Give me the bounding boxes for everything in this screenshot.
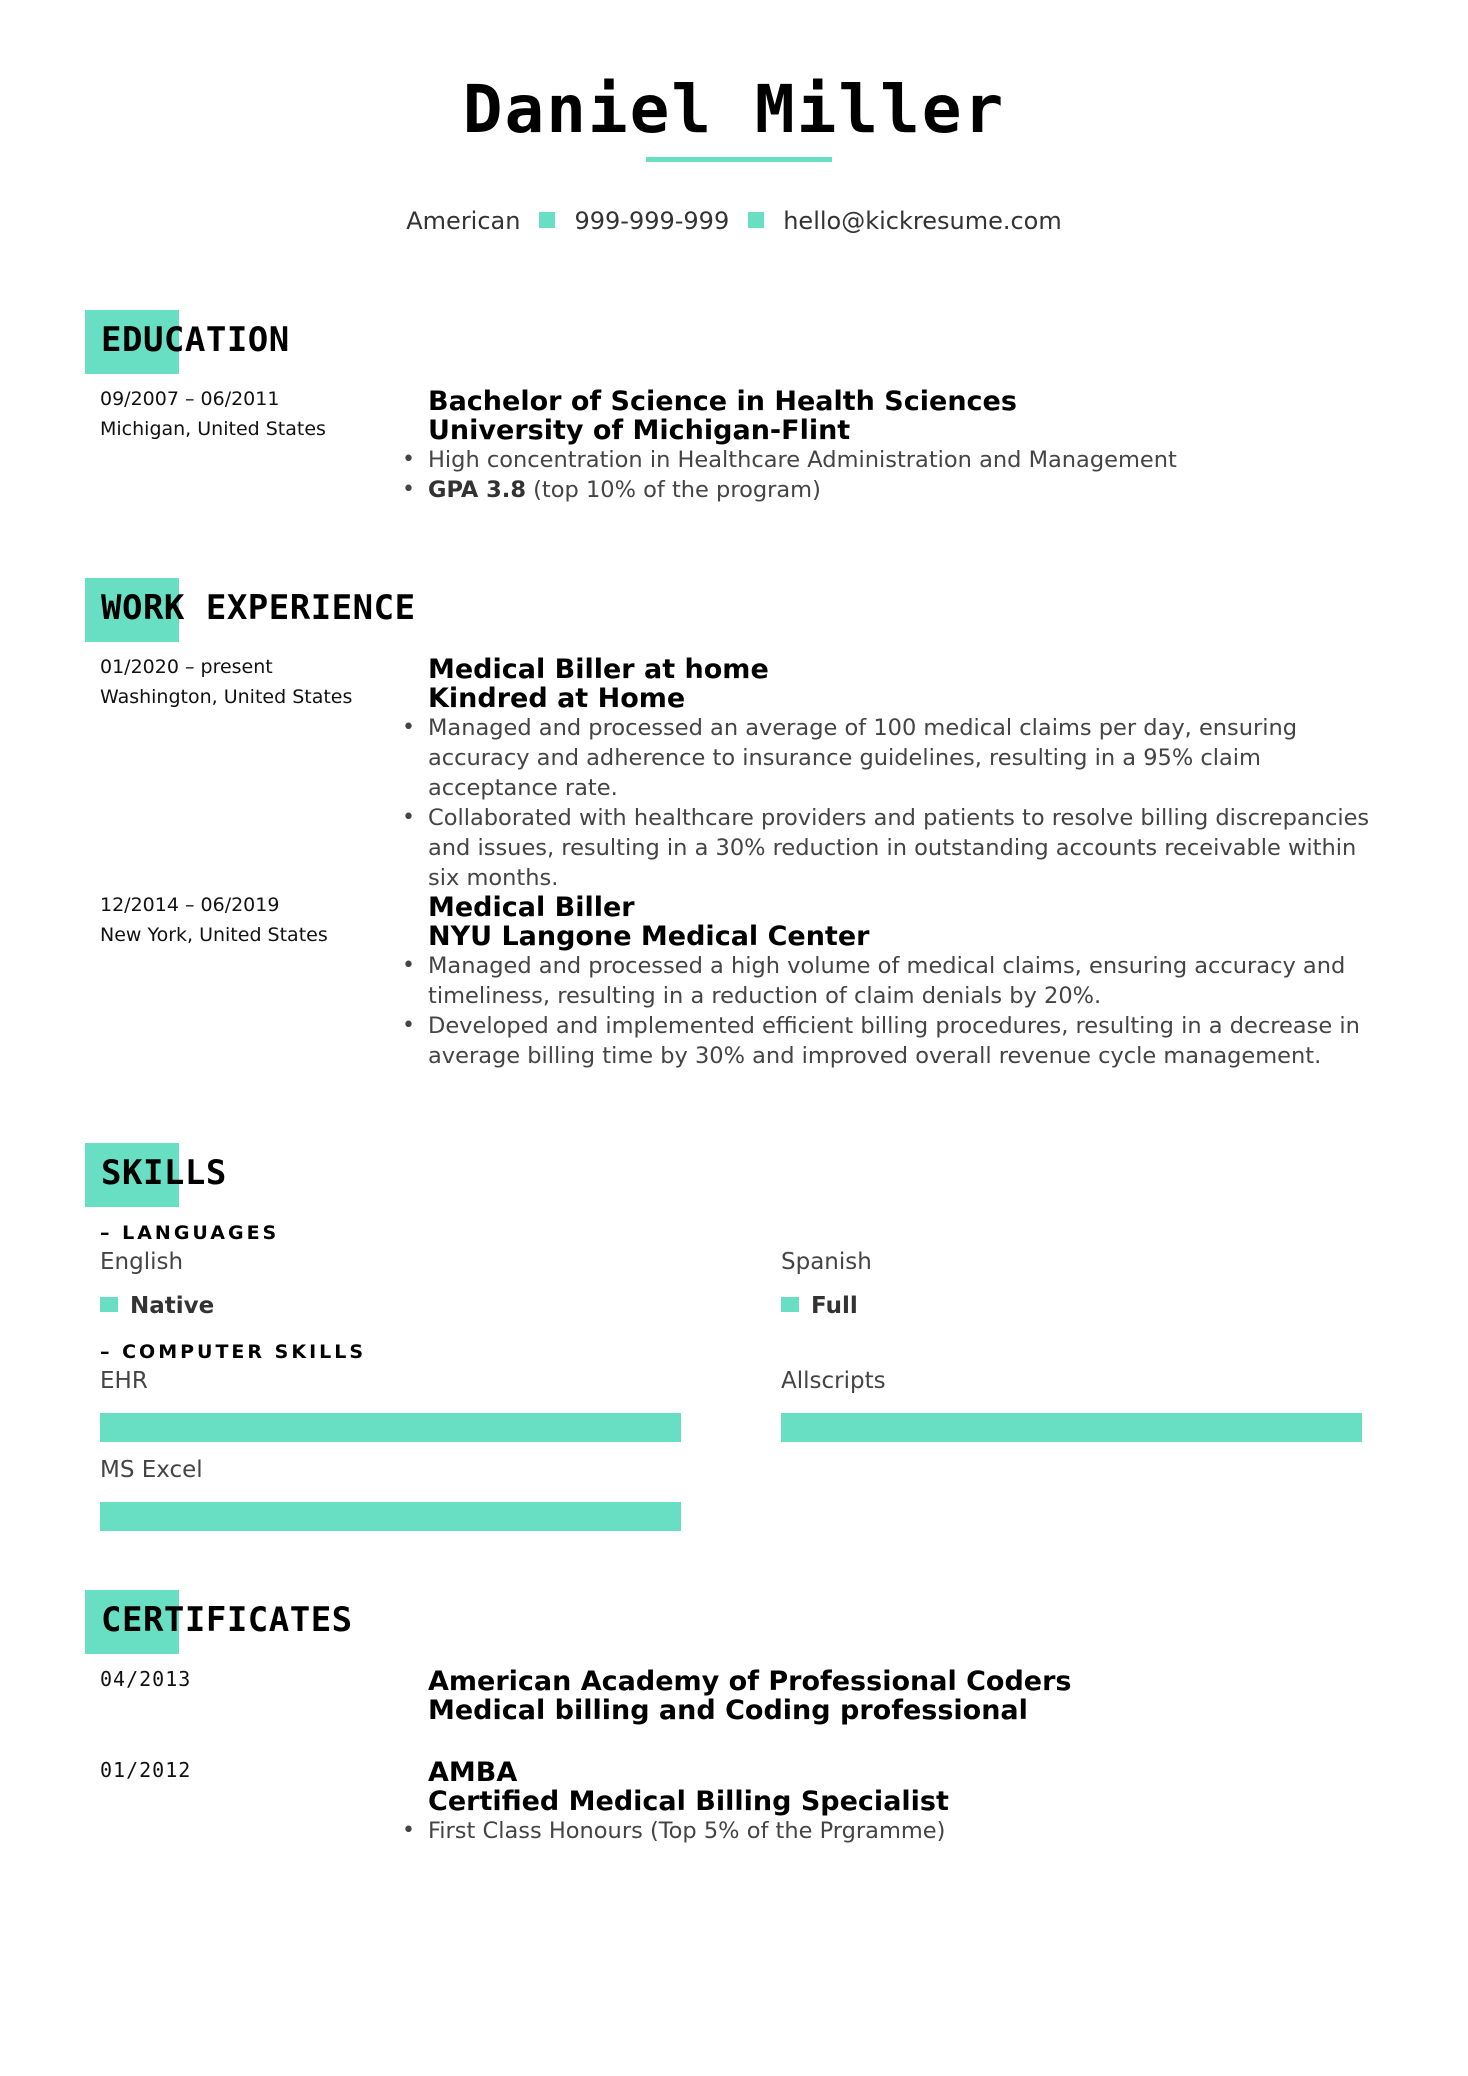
work-entry xyxy=(428,655,1388,893)
computer-skill-name: Allscripts xyxy=(781,1368,886,1394)
list-item: • Managed and processed an average of 100 medical claims per day, ensuring accuracy and adherence to insurance guidelines, resulting in a 95% claim acceptance rate. xyxy=(428,713,1388,803)
skill-bar xyxy=(100,1413,681,1442)
language-level xyxy=(781,1291,858,1321)
phone: 999-999-999 xyxy=(574,207,730,235)
computer-skill-name: EHR xyxy=(100,1368,148,1394)
certificate-issuer: AMBA xyxy=(428,1757,518,1788)
education-bullets xyxy=(428,445,1388,505)
list-item: • Collaborated with healthcare providers and patients to resolve billing discrepancies and issues, resulting in a 30% reduction in outstanding accounts receivable within six months. xyxy=(428,803,1388,893)
certificate-bullets xyxy=(428,1816,1388,1846)
list-item: • Developed and implemented efficient billing procedures, resulting in a decrease in average billing time by 30% and improved overall revenue cycle management. xyxy=(428,1011,1388,1071)
contact-line xyxy=(0,203,1468,239)
section-title-education: EDUCATION xyxy=(101,320,290,360)
level-label: Full xyxy=(811,1293,858,1319)
education-entry xyxy=(428,387,1388,505)
language-level xyxy=(100,1291,214,1321)
list-item: • Managed and processed a high volume of medical claims, ensuring accuracy and timeliness, resulting in a reduction of claim denials by 20%. xyxy=(428,951,1388,1011)
certificate-name: Medical billing and Coding professional xyxy=(428,1695,1028,1726)
computer-skill-name: MS Excel xyxy=(100,1457,203,1483)
work-entry xyxy=(428,893,1388,1071)
work-dates: 01/2020 – present xyxy=(100,656,273,678)
work-location: Washington, United States xyxy=(100,686,353,708)
job-title: Medical Biller at home xyxy=(428,654,769,685)
job-title: Medical Biller xyxy=(428,892,635,923)
certificate-date: 01/2012 xyxy=(100,1758,192,1782)
gpa-note: (top 10% of the program) xyxy=(526,477,821,503)
work-bullets xyxy=(428,951,1388,1071)
company: NYU Langone Medical Center xyxy=(428,921,870,952)
section-title-skills: SKILLS xyxy=(101,1153,227,1193)
list-item: • First Class Honours (Top 5% of the Prgramme) xyxy=(428,1816,1388,1846)
separator-square-icon xyxy=(748,212,764,228)
skill-bar-fill xyxy=(781,1413,1362,1442)
nationality: American xyxy=(406,207,521,235)
work-dates: 12/2014 – 06/2019 xyxy=(100,894,280,916)
work-bullets xyxy=(428,713,1388,893)
school: University of Michigan-Flint xyxy=(428,415,851,446)
skill-bar-fill xyxy=(100,1502,681,1531)
certificate-date: 04/2013 xyxy=(100,1667,192,1691)
certificate-issuer: American Academy of Professional Coders xyxy=(428,1666,1072,1697)
section-title-certificates: CERTIFICATES xyxy=(101,1600,353,1640)
list-item: • High concentration in Healthcare Administration and Management xyxy=(428,445,1388,475)
certificate-entry xyxy=(428,1667,1388,1725)
level-square-icon xyxy=(100,1297,118,1312)
gpa-value: GPA 3.8 xyxy=(428,477,526,503)
education-location: Michigan, United States xyxy=(100,418,326,440)
list-item xyxy=(428,475,1388,505)
company: Kindred at Home xyxy=(428,683,686,714)
name-underline xyxy=(646,157,832,162)
candidate-name: Daniel Miller xyxy=(462,71,1006,148)
computer-skills-subheading: – COMPUTER SKILLS xyxy=(100,1341,367,1363)
certificate-name: Certified Medical Billing Specialist xyxy=(428,1786,949,1817)
level-label: Native xyxy=(130,1293,215,1319)
language-name: English xyxy=(100,1249,184,1275)
level-square-icon xyxy=(781,1297,799,1312)
separator-square-icon xyxy=(539,212,555,228)
email: hello@kickresume.com xyxy=(783,207,1062,235)
education-dates: 09/2007 – 06/2011 xyxy=(100,388,280,410)
languages-subheading: – LANGUAGES xyxy=(100,1222,280,1244)
skill-bar xyxy=(781,1413,1362,1442)
section-title-work: WORK EXPERIENCE xyxy=(101,588,416,628)
work-location: New York, United States xyxy=(100,924,328,946)
skill-bar xyxy=(100,1502,681,1531)
language-name: Spanish xyxy=(781,1249,872,1275)
degree: Bachelor of Science in Health Sciences xyxy=(428,386,1017,417)
certificate-entry xyxy=(428,1758,1388,1846)
skill-bar-fill xyxy=(100,1413,681,1442)
